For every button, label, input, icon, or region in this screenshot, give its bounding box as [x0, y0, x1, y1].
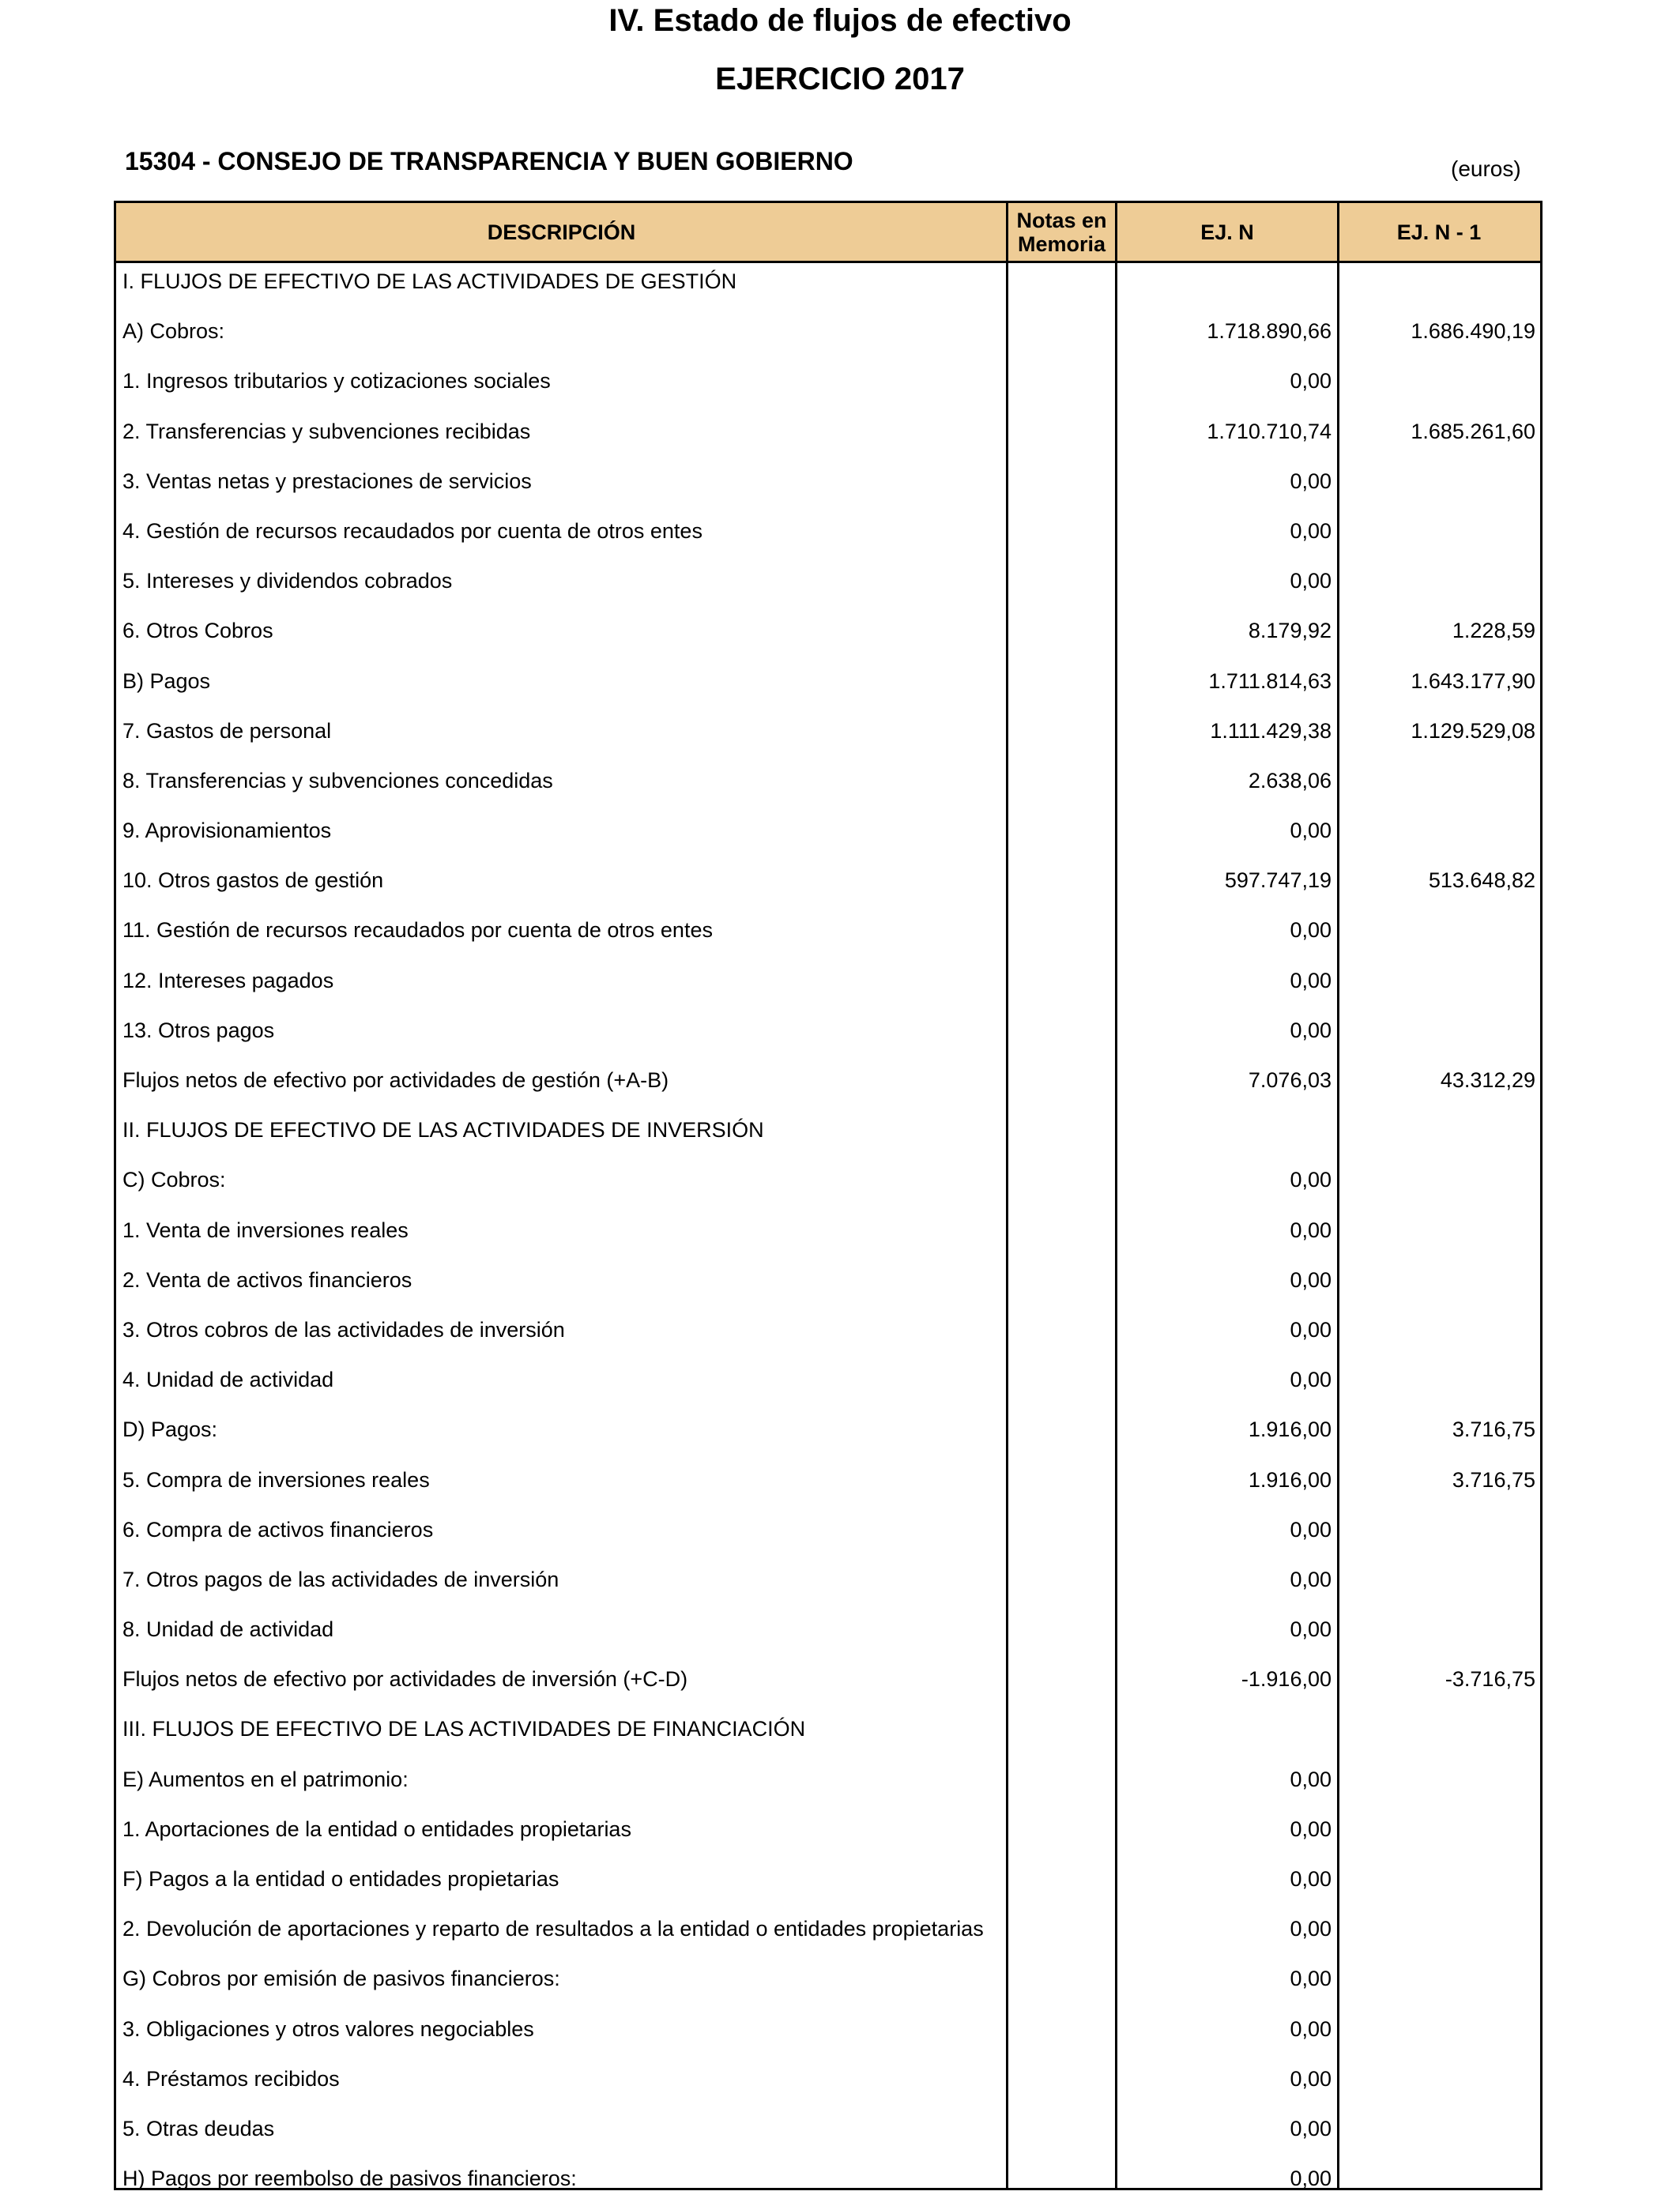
row-description: 8. Unidad de actividad	[122, 1617, 334, 1642]
row-value-ej-n: 0,00	[1290, 2066, 1332, 2091]
row-value-ej-n: 0,00	[1290, 918, 1332, 943]
row-value-ej-n: -1.916,00	[1241, 1667, 1332, 1692]
table-row	[116, 2160, 1540, 2210]
row-description: 6. Compra de activos financieros	[122, 1517, 434, 1542]
table-row	[116, 1462, 1540, 1512]
row-value-ej-n: 0,00	[1290, 2116, 1332, 2140]
row-value-ej-n-1: 3.716,75	[1452, 1417, 1535, 1442]
table-row	[116, 1062, 1540, 1112]
table-row	[116, 1411, 1540, 1461]
row-value-ej-n: 0,00	[1290, 1617, 1332, 1642]
table-row	[116, 1661, 1540, 1711]
row-value-ej-n: 8.179,92	[1248, 619, 1332, 643]
row-value-ej-n: 0,00	[1290, 1567, 1332, 1591]
row-description: D) Pagos:	[122, 1417, 218, 1442]
row-description: 9. Aprovisionamientos	[122, 819, 332, 843]
row-description: 7. Gastos de personal	[122, 718, 332, 743]
row-description: 4. Gestión de recursos recaudados por cuenta de otros entes	[122, 518, 703, 543]
row-value-ej-n: 0,00	[1290, 518, 1332, 543]
column-header-ej-n-1: EJ. N - 1	[1396, 220, 1482, 244]
row-value-ej-n-1: 43.312,29	[1440, 1068, 1535, 1092]
table-row	[116, 263, 1540, 313]
row-description: III. FLUJOS DE EFECTIVO DE LAS ACTIVIDADES DE FINANCIACIÓN	[122, 1717, 806, 1741]
table-row	[116, 1262, 1540, 1312]
table-row	[116, 663, 1540, 713]
row-description: 4. Préstamos recibidos	[122, 2066, 340, 2091]
row-description: 3. Obligaciones y otros valores negociables	[122, 2016, 534, 2041]
row-value-ej-n: 0,00	[1290, 1267, 1332, 1292]
row-value-ej-n-1: 1.228,59	[1452, 619, 1535, 643]
row-description: 1. Venta de inversiones reales	[122, 1218, 409, 1242]
row-value-ej-n-1: 1.643.177,90	[1411, 668, 1535, 693]
table-row	[116, 1811, 1540, 1861]
entity-name: 15304 - CONSEJO DE TRANSPARENCIA Y BUEN GOBIERNO	[125, 147, 853, 175]
row-value-ej-n-1: 1.686.490,19	[1411, 319, 1535, 344]
table-row	[116, 1161, 1540, 1211]
row-description: 2. Transferencias y subvenciones recibidas	[122, 419, 531, 443]
row-value-ej-n-1: 513.648,82	[1428, 868, 1535, 893]
row-description: E) Aumentos en el patrimonio:	[122, 1767, 409, 1791]
table-row	[116, 713, 1540, 762]
row-value-ej-n-1: 1.685.261,60	[1411, 419, 1535, 443]
table-row	[116, 1611, 1540, 1661]
table-row	[116, 612, 1540, 662]
row-value-ej-n: 1.718.890,66	[1207, 319, 1332, 344]
row-description: 2. Venta de activos financieros	[122, 1267, 412, 1292]
row-value-ej-n: 2.638,06	[1248, 768, 1332, 793]
row-description: Flujos netos de efectivo por actividades de inversión (+C-D)	[122, 1667, 688, 1692]
row-value-ej-n: 1.916,00	[1248, 1417, 1332, 1442]
table-row	[116, 762, 1540, 812]
row-value-ej-n: 0,00	[1290, 1917, 1332, 1941]
table-row	[116, 513, 1540, 563]
table-row	[116, 1212, 1540, 1262]
row-description: Flujos netos de efectivo por actividades de gestión (+A-B)	[122, 1068, 669, 1092]
table-row	[116, 413, 1540, 463]
row-description: 5. Compra de inversiones reales	[122, 1467, 430, 1492]
row-value-ej-n-1: 3.716,75	[1452, 1467, 1535, 1492]
row-value-ej-n: 0,00	[1290, 1317, 1332, 1342]
row-description: 8. Transferencias y subvenciones concedidas	[122, 768, 553, 793]
row-value-ej-n: 0,00	[1290, 369, 1332, 393]
table-row	[116, 1512, 1540, 1561]
table-body	[116, 263, 1540, 2210]
table-row	[116, 1911, 1540, 1960]
row-description: 7. Otros pagos de las actividades de inversión	[122, 1567, 559, 1591]
table-row	[116, 2011, 1540, 2061]
row-description: G) Cobros por emisión de pasivos financieros:	[122, 1967, 560, 1991]
row-value-ej-n: 0,00	[1290, 1767, 1332, 1791]
row-description: 1. Aportaciones de la entidad o entidades propietarias	[122, 1817, 631, 1841]
table-row	[116, 2061, 1540, 2110]
column-header-ej-n: EJ. N	[1200, 220, 1254, 244]
row-description: C) Cobros:	[122, 1168, 226, 1192]
row-description: A) Cobros:	[122, 319, 225, 344]
row-description: 1. Ingresos tributarios y cotizaciones sociales	[122, 369, 551, 393]
table-row	[116, 1960, 1540, 2010]
row-value-ej-n: 0,00	[1290, 1817, 1332, 1841]
table-row	[116, 1761, 1540, 1811]
table-row	[116, 1312, 1540, 1361]
row-value-ej-n: 1.916,00	[1248, 1467, 1332, 1492]
row-value-ej-n: 1.710.710,74	[1207, 419, 1332, 443]
fiscal-year-title: EJERCICIO 2017	[715, 62, 965, 96]
column-header-notas: Notas en Memoria	[1016, 208, 1107, 256]
table-row	[116, 563, 1540, 612]
column-header-descripcion: DESCRIPCIÓN	[487, 220, 636, 244]
row-value-ej-n: 1.711.814,63	[1208, 668, 1332, 693]
row-description: 2. Devolución de aportaciones y reparto de resultados a la entidad o entidades propietarias	[122, 1917, 984, 1941]
table-row	[116, 1561, 1540, 1611]
row-description: 13. Otros pagos	[122, 1018, 275, 1042]
table-header	[116, 203, 1540, 263]
row-description: 3. Ventas netas y prestaciones de servicios	[122, 469, 532, 493]
row-description: 10. Otros gastos de gestión	[122, 868, 384, 893]
page-title: IV. Estado de flujos de efectivo	[608, 3, 1072, 38]
row-value-ej-n: 0,00	[1290, 1218, 1332, 1242]
table-row	[116, 1361, 1540, 1411]
row-value-ej-n: 1.111.429,38	[1210, 718, 1332, 743]
row-description: F) Pagos a la entidad o entidades propietarias	[122, 1867, 559, 1891]
row-value-ej-n-1: 1.129.529,08	[1411, 718, 1535, 743]
row-description: I. FLUJOS DE EFECTIVO DE LAS ACTIVIDADES DE GESTIÓN	[122, 269, 737, 293]
table-row	[116, 812, 1540, 862]
row-value-ej-n: 0,00	[1290, 1867, 1332, 1891]
table-row	[116, 1711, 1540, 1760]
row-value-ej-n: 0,00	[1290, 1517, 1332, 1542]
row-value-ej-n: 0,00	[1290, 968, 1332, 992]
row-value-ej-n-1: -3.716,75	[1445, 1667, 1535, 1692]
row-description: 5. Otras deudas	[122, 2116, 275, 2140]
row-value-ej-n: 0,00	[1290, 2167, 1332, 2191]
table-row	[116, 912, 1540, 962]
row-description: 6. Otros Cobros	[122, 619, 273, 643]
row-description: B) Pagos	[122, 668, 211, 693]
table-row	[116, 2110, 1540, 2160]
table-row	[116, 1861, 1540, 1911]
row-value-ej-n: 0,00	[1290, 1018, 1332, 1042]
cash-flow-table	[114, 201, 1543, 2190]
table-row	[116, 313, 1540, 363]
row-value-ej-n: 0,00	[1290, 569, 1332, 593]
table-row	[116, 962, 1540, 1012]
row-description: 3. Otros cobros de las actividades de inversión	[122, 1317, 565, 1342]
row-value-ej-n: 7.076,03	[1248, 1068, 1332, 1092]
row-description: 12. Intereses pagados	[122, 968, 334, 992]
row-description: II. FLUJOS DE EFECTIVO DE LAS ACTIVIDADES DE INVERSIÓN	[122, 1118, 764, 1143]
row-value-ej-n: 0,00	[1290, 1368, 1332, 1392]
row-description: 4. Unidad de actividad	[122, 1368, 334, 1392]
row-value-ej-n: 0,00	[1290, 2016, 1332, 2041]
table-row	[116, 1012, 1540, 1062]
row-value-ej-n: 597.747,19	[1224, 868, 1332, 893]
row-value-ej-n: 0,00	[1290, 819, 1332, 843]
table-row	[116, 363, 1540, 412]
row-description: 11. Gestión de recursos recaudados por cuenta de otros entes	[122, 918, 713, 943]
row-description: H) Pagos por reembolso de pasivos financieros:	[122, 2167, 577, 2191]
row-description: 5. Intereses y dividendos cobrados	[122, 569, 453, 593]
row-value-ej-n: 0,00	[1290, 469, 1332, 493]
row-value-ej-n: 0,00	[1290, 1168, 1332, 1192]
table-row	[116, 463, 1540, 513]
table-row	[116, 862, 1540, 912]
currency-units: (euros)	[1451, 156, 1521, 181]
table-row	[116, 1112, 1540, 1161]
row-value-ej-n: 0,00	[1290, 1967, 1332, 1991]
